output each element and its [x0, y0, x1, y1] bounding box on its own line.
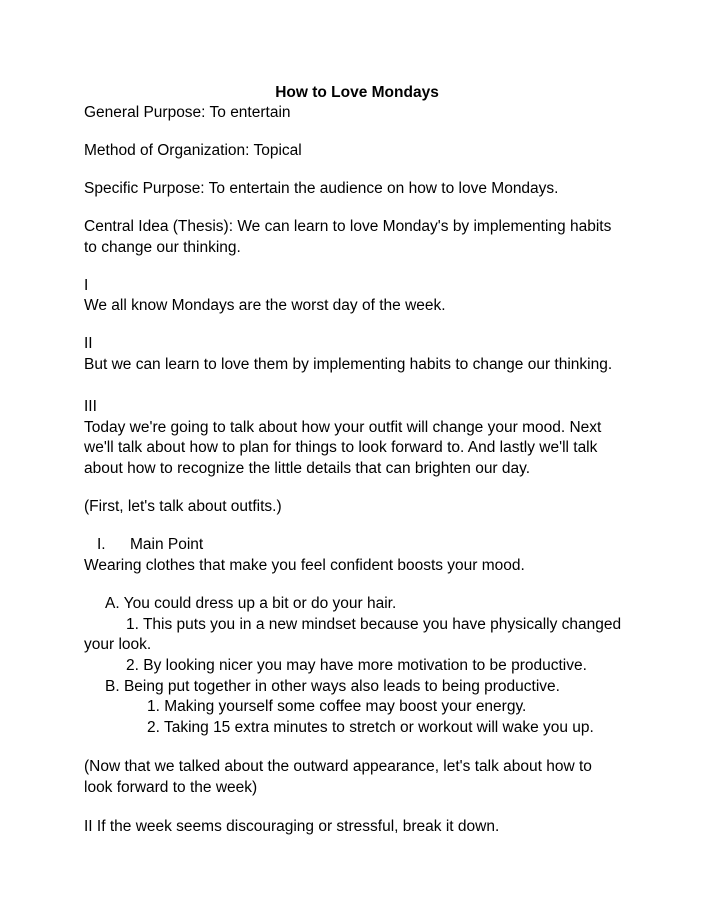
- document-title: How to Love Mondays: [275, 84, 439, 101]
- subpoint-a1-line-1: 1. This puts you in a new mindset because you have physically changed: [126, 616, 622, 633]
- specific-purpose: Specific Purpose: To entertain the audience on how to love Mondays.: [84, 180, 559, 197]
- subpoint-a: A. You could dress up a bit or do your hair.: [105, 595, 397, 612]
- central-idea-line-2: to change our thinking.: [84, 239, 241, 256]
- transition-1: (First, let's talk about outfits.): [84, 498, 282, 515]
- subpoint-b: B. Being put together in other ways also leads to being productive.: [105, 678, 560, 695]
- intro-text-3-line-3: about how to recognize the little details that can brighten our day.: [84, 460, 531, 477]
- main-point-1-numeral: I.: [97, 536, 106, 553]
- main-point-1-statement: Wearing clothes that make you feel confident boosts your mood.: [84, 557, 525, 574]
- intro-text-1: We all know Mondays are the worst day of the week.: [84, 297, 446, 314]
- subpoint-a2: 2. By looking nicer you may have more motivation to be productive.: [126, 657, 587, 674]
- intro-numeral-2: II: [84, 335, 93, 352]
- method-of-organization: Method of Organization: Topical: [84, 142, 302, 159]
- transition-2-line-2: look forward to the week): [84, 779, 258, 796]
- intro-numeral-1: I: [84, 277, 89, 294]
- main-point-1-label: Main Point: [130, 536, 204, 553]
- intro-text-3-line-1: Today we're going to talk about how your outfit will change your mood. Next: [84, 419, 602, 436]
- main-point-2: II If the week seems discouraging or stressful, break it down.: [84, 818, 500, 835]
- intro-numeral-3: III: [84, 398, 97, 415]
- intro-text-2: But we can learn to love them by implementing habits to change our thinking.: [84, 356, 613, 373]
- subpoint-b1: 1. Making yourself some coffee may boost your energy.: [147, 698, 527, 715]
- intro-text-3-line-2: we'll talk about how to plan for things to look forward to. And lastly we'll talk: [84, 439, 598, 456]
- subpoint-b2: 2. Taking 15 extra minutes to stretch or workout will wake you up.: [147, 719, 594, 736]
- central-idea-line-1: Central Idea (Thesis): We can learn to love Monday's by implementing habits: [84, 218, 612, 235]
- general-purpose: General Purpose: To entertain: [84, 104, 291, 121]
- subpoint-a1-line-2: your look.: [84, 636, 152, 653]
- transition-2-line-1: (Now that we talked about the outward appearance, let's talk about how to: [84, 758, 592, 775]
